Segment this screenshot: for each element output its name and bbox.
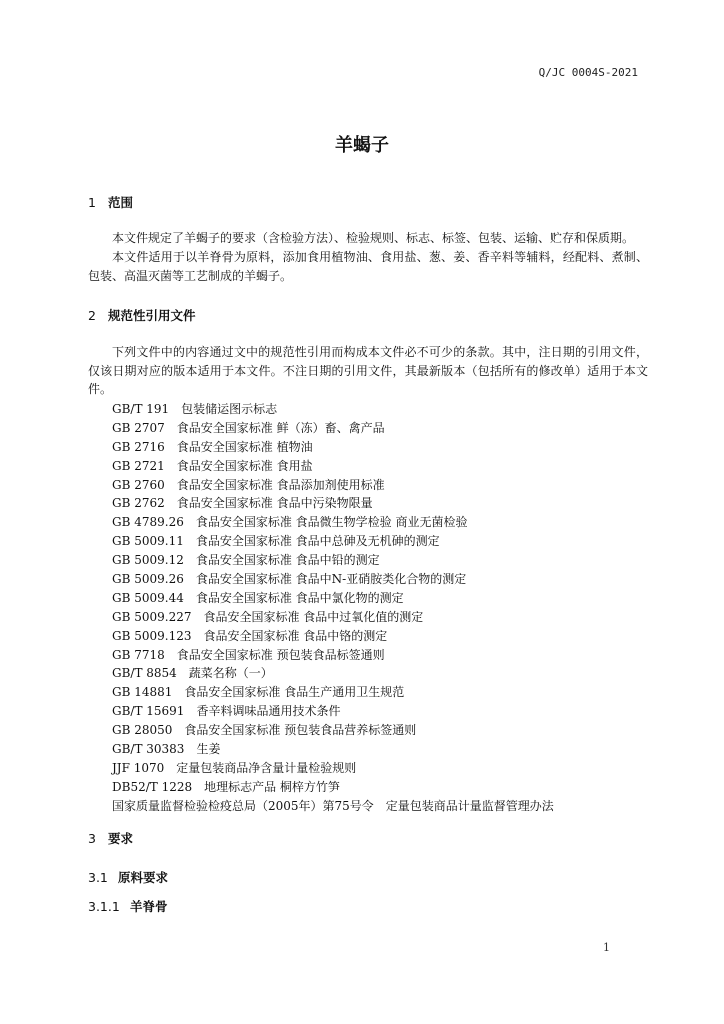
reference-item: GB/T 8854 蔬菜名称（一） <box>112 666 273 681</box>
section-3-1-1-heading <box>88 897 168 915</box>
reference-list <box>112 400 554 816</box>
reference-item: GB/T 15691 香辛料调味品通用技术条件 <box>112 704 341 719</box>
reference-item: GB 2721 食品安全国家标准 食用盐 <box>112 458 313 473</box>
reference-item: GB 2762 食品安全国家标准 食品中污染物限量 <box>112 496 373 511</box>
section-title: 原料要求 <box>118 870 169 885</box>
reference-item: GB 5009.227 食品安全国家标准 食品中过氧化值的测定 <box>112 609 424 624</box>
reference-item: GB/T 191 包装储运图示标志 <box>112 402 278 416</box>
reference-item: GB 4789.26 食品安全国家标准 食品微生物学检验 商业无菌检验 <box>112 515 468 530</box>
reference-item: GB 5009.26 食品安全国家标准 食品中N-亚硝胺类化合物的测定 <box>112 572 467 587</box>
section-number: 3.1 <box>88 870 108 885</box>
reference-item: GB 14881 食品安全国家标准 食品生产通用卫生规范 <box>112 685 405 700</box>
reference-item: GB 2707 食品安全国家标准 鲜（冻）畜、禽产品 <box>112 420 385 435</box>
section-number: 3.1.1 <box>88 899 120 914</box>
reference-item: 国家质量监督检验检疫总局（2005年）第75号令 定量包装商品计量监督管理办法 <box>112 798 554 813</box>
reference-item: GB 5009.44 食品安全国家标准 食品中氯化物的测定 <box>112 590 404 605</box>
reference-item: GB 28050 食品安全国家标准 预包装食品营养标签通则 <box>112 723 417 738</box>
section-number: 1 <box>88 195 96 210</box>
reference-item: JJF 1070 定量包装商品净含量计量检验规则 <box>112 760 357 775</box>
document-code: Q/JC 0004S-2021 <box>538 66 638 79</box>
section-number: 2 <box>88 308 96 323</box>
section-2-heading <box>88 306 196 324</box>
scope-paragraph-2: 本文件适用于以羊脊骨为原料，添加食用植物油、食用盐、葱、姜、香辛料等辅料，经配料、煮制、包装、高温灭菌等工艺制成的羊蝎子。 <box>88 250 648 283</box>
document-title: 羊蝎子 <box>335 135 389 156</box>
section-number: 3 <box>88 831 96 846</box>
section-3-1-heading <box>88 868 168 886</box>
section-title: 规范性引用文件 <box>108 308 196 323</box>
reference-item: GB/T 30383 生姜 <box>112 742 221 757</box>
section-1-heading <box>88 193 133 211</box>
section-title: 要求 <box>108 831 134 846</box>
page-number: 1 <box>603 941 610 954</box>
reference-item: GB 5009.123 食品安全国家标准 食品中铬的测定 <box>112 628 388 643</box>
scope-paragraph-1: 本文件规定了羊蝎子的要求（含检验方法）、检验规则、标志、标签、包装、运输、贮存和保质期。 <box>112 231 635 245</box>
reference-item: GB 5009.11 食品安全国家标准 食品中总砷及无机砷的测定 <box>112 534 440 549</box>
reference-item: GB 5009.12 食品安全国家标准 食品中铅的测定 <box>112 553 380 568</box>
section-title: 范围 <box>108 195 134 210</box>
section-title: 羊脊骨 <box>130 899 168 914</box>
references-intro-paragraph: 下列文件中的内容通过文中的规范性引用而构成本文件必不可少的条款。其中，注日期的引用文件，仅该日期对应的版本适用于本文件。不注日期的引用文件，其最新版本（包括所有的修改单）适用于本文件。 <box>88 345 648 396</box>
reference-item: GB 2760 食品安全国家标准 食品添加剂使用标准 <box>112 477 385 492</box>
section-3-heading <box>88 829 133 847</box>
reference-item: DB52/T 1228 地理标志产品 桐梓方竹笋 <box>112 779 340 794</box>
reference-item: GB 2716 食品安全国家标准 植物油 <box>112 439 313 454</box>
reference-item: GB 7718 食品安全国家标准 预包装食品标签通则 <box>112 647 385 662</box>
